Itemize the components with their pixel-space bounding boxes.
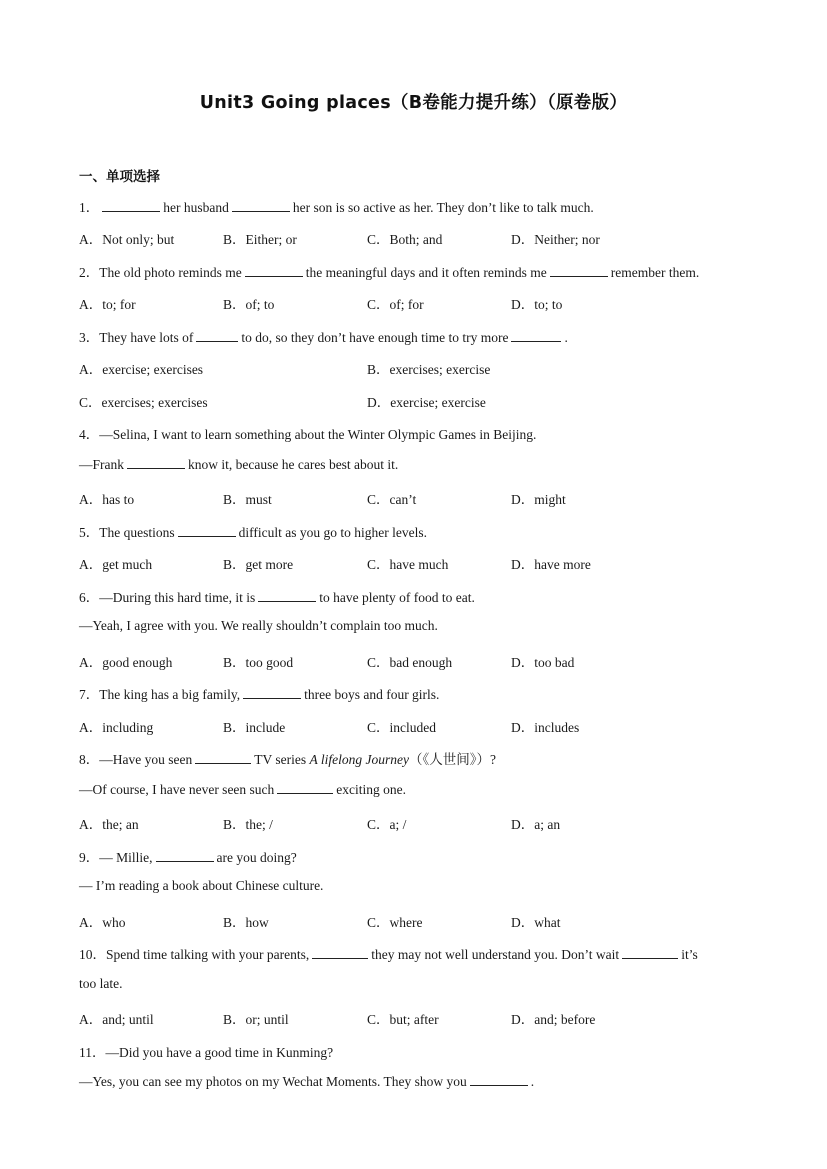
- q5-option-b[interactable]: B．get more: [223, 557, 294, 572]
- q1-option-d[interactable]: D．Neither; nor: [511, 232, 600, 247]
- question-2: 2．The old photo reminds me the meaningful days and it often reminds me remember them.: [79, 265, 700, 280]
- q4-option-c[interactable]: C．can’t: [367, 492, 417, 507]
- q3-option-b[interactable]: B．exercises; exercise: [367, 362, 491, 377]
- question-11-reply: —Yes, you can see my photos on my Wechat Moments. They show you .: [79, 1074, 535, 1089]
- question-4: 4．—Selina, I want to learn something about the Winter Olympic Games in Beijing.: [79, 427, 537, 442]
- q5-option-d[interactable]: D．have more: [511, 557, 591, 572]
- q4-option-d[interactable]: D．might: [511, 492, 566, 507]
- question-3: 3．They have lots of to do, so they don’t have enough time to try more .: [79, 330, 568, 345]
- q1-option-b[interactable]: B．Either; or: [223, 232, 297, 247]
- q7-option-b[interactable]: B．include: [223, 720, 286, 735]
- page-title: Unit3 Going places（B卷能力提升练）（原卷版）: [199, 93, 628, 113]
- question-8: 8．—Have you seen TV series A lifelong Journey（《人世间》）?: [79, 752, 496, 767]
- question-9: 9．— Millie, are you doing?: [79, 850, 297, 865]
- question-1: 1． her husband her son is so active as her. They don’t like to talk much.: [79, 200, 594, 215]
- q2-option-b[interactable]: B．of; to: [223, 297, 275, 312]
- q1-option-a[interactable]: A．Not only; but: [79, 232, 175, 247]
- question-10-cont: too late.: [79, 976, 123, 991]
- question-5: 5．The questions difficult as you go to higher levels.: [79, 525, 427, 540]
- q9-option-d[interactable]: D．what: [511, 915, 561, 930]
- question-6-reply: —Yeah, I agree with you. We really shouldn’t complain too much.: [79, 618, 438, 633]
- question-11: 11．—Did you have a good time in Kunming?: [79, 1045, 334, 1060]
- section-title: 一、单项选择: [79, 169, 160, 185]
- q9-option-a[interactable]: A．who: [79, 915, 126, 930]
- q10-option-c[interactable]: C．but; after: [367, 1012, 439, 1027]
- q3-option-c[interactable]: C．exercises; exercises: [79, 395, 208, 410]
- q7-option-d[interactable]: D．includes: [511, 720, 580, 735]
- q4-option-b[interactable]: B．must: [223, 492, 272, 507]
- q5-option-c[interactable]: C．have much: [367, 557, 449, 572]
- q5-option-a[interactable]: A．get much: [79, 557, 153, 572]
- q8-option-b[interactable]: B．the; /: [223, 817, 273, 832]
- question-6: 6．—During this hard time, it is to have plenty of food to eat.: [79, 590, 475, 605]
- question-4-reply: —Frank know it, because he cares best about it.: [79, 457, 399, 472]
- question-8-reply: —Of course, I have never seen such exciting one.: [79, 782, 407, 797]
- q7-option-c[interactable]: C．included: [367, 720, 436, 735]
- q2-option-c[interactable]: C．of; for: [367, 297, 424, 312]
- q10-option-a[interactable]: A．and; until: [79, 1012, 154, 1027]
- q6-option-d[interactable]: D．too bad: [511, 655, 575, 670]
- q7-option-a[interactable]: A．including: [79, 720, 154, 735]
- q8-option-a[interactable]: A．the; an: [79, 817, 139, 832]
- q10-option-d[interactable]: D．and; before: [511, 1012, 596, 1027]
- question-7: 7．The king has a big family, three boys and four girls.: [79, 687, 440, 702]
- q1-option-c[interactable]: C．Both; and: [367, 232, 443, 247]
- q3-option-a[interactable]: A．exercise; exercises: [79, 362, 204, 377]
- q4-option-a[interactable]: A．has to: [79, 492, 135, 507]
- q6-option-a[interactable]: A．good enough: [79, 655, 173, 670]
- q2-option-a[interactable]: A．to; for: [79, 297, 136, 312]
- q6-option-c[interactable]: C．bad enough: [367, 655, 453, 670]
- q8-option-d[interactable]: D．a; an: [511, 817, 561, 832]
- question-9-reply: — I’m reading a book about Chinese culture.: [79, 878, 324, 893]
- q9-option-c[interactable]: C．where: [367, 915, 423, 930]
- question-10: 10．Spend time talking with your parents, they may not well understand you. Don’t wait it’s: [79, 947, 698, 962]
- q3-option-d[interactable]: D．exercise; exercise: [367, 395, 486, 410]
- q2-option-d[interactable]: D．to; to: [511, 297, 563, 312]
- q9-option-b[interactable]: B．how: [223, 915, 269, 930]
- q6-option-b[interactable]: B．too good: [223, 655, 294, 670]
- q8-option-c[interactable]: C．a; /: [367, 817, 407, 832]
- q10-option-b[interactable]: B．or; until: [223, 1012, 289, 1027]
